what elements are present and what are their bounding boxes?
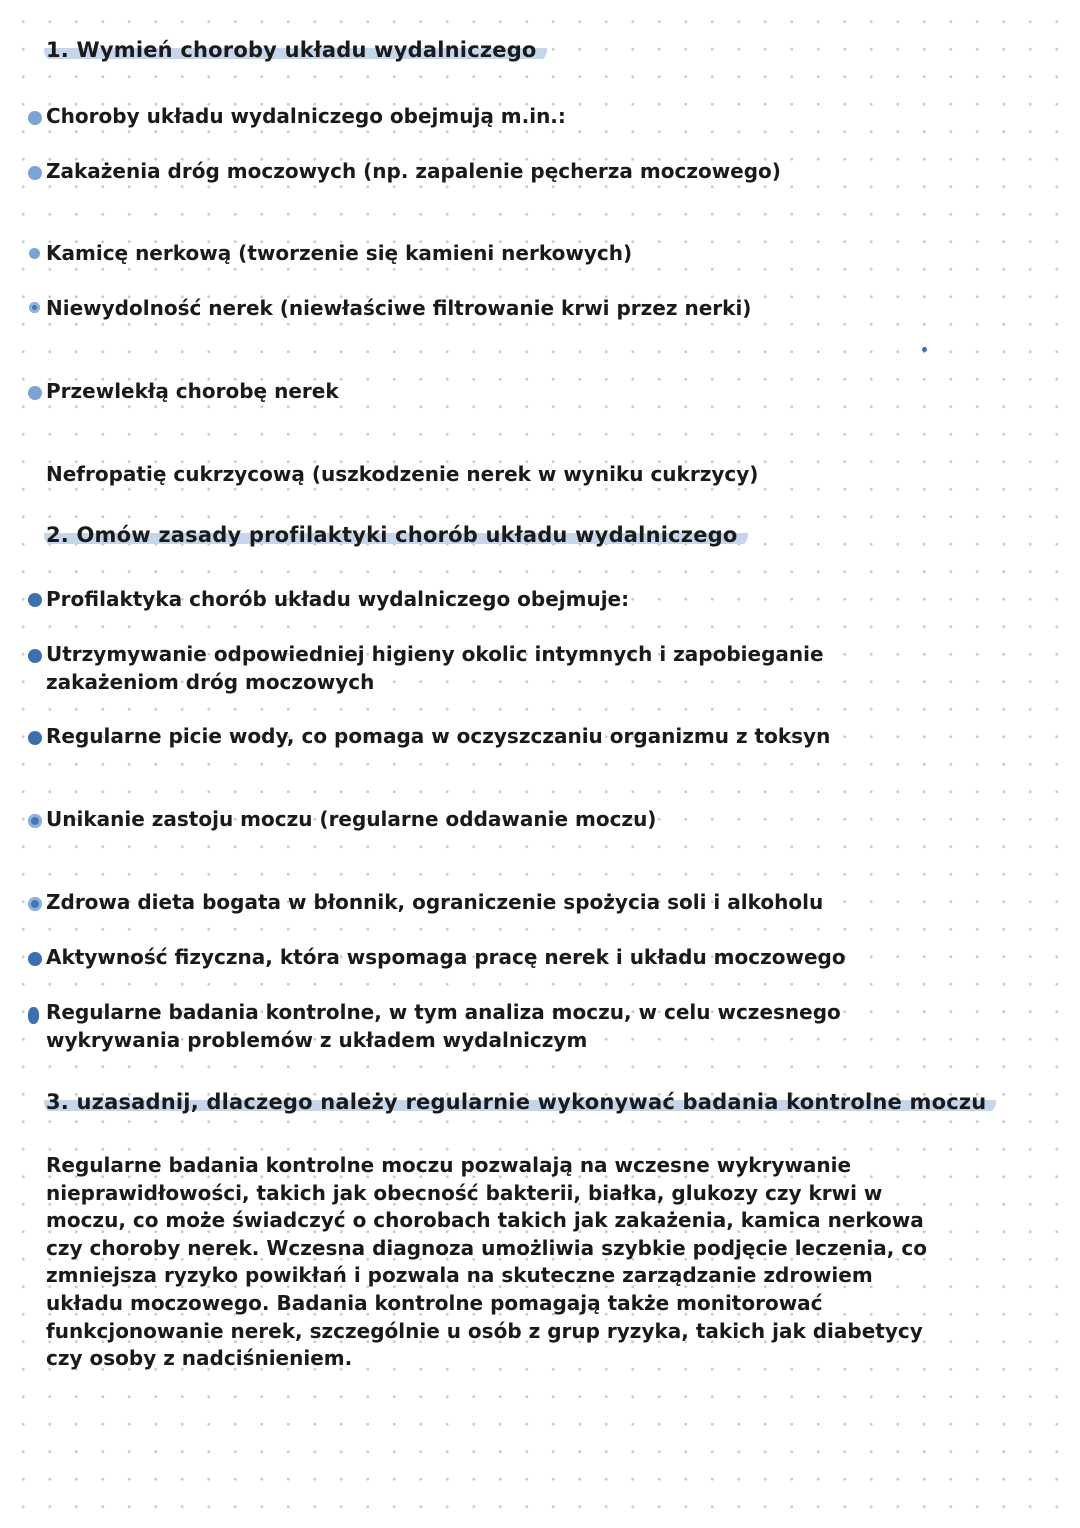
list-item: Zdrowa dieta bogata w błonnik, ograniczenie spożycia soli i alkoholu — [46, 890, 824, 914]
list-item: Przewlekłą chorobę nerek — [46, 379, 339, 403]
bullet-dot — [28, 1007, 39, 1024]
ink-dot — [922, 347, 927, 352]
list-item: Aktywność fizyczna, która wspomaga pracę nerek i układu moczowego — [46, 945, 846, 969]
bullet-dot — [29, 302, 40, 313]
bullet-dot — [28, 649, 42, 663]
list-item: Utrzymywanie odpowiedniej higieny okolic intymnych i zapobieganie zakażeniom dróg moczowych — [46, 642, 824, 694]
section-1-heading: 1. Wymień choroby układu wydalniczego — [44, 38, 547, 62]
bullet-dot — [28, 386, 42, 400]
list-item: Kamicę nerkową (tworzenie się kamieni nerkowych) — [46, 241, 633, 265]
bullet-dot — [28, 731, 42, 745]
bullet-dot — [29, 248, 40, 259]
list-item: Regularne picie wody, co pomaga w oczyszczaniu organizmu z toksyn — [46, 724, 831, 748]
section-2-intro: Profilaktyka chorób układu wydalniczego obejmuje: — [46, 587, 630, 611]
bullet-dot — [28, 897, 42, 911]
bullet-dot — [28, 593, 42, 607]
list-item: Unikanie zastoju moczu (regularne oddawanie moczu) — [46, 807, 657, 831]
bullet-dot — [28, 952, 42, 966]
list-item: Regularne badania kontrolne, w tym analiza moczu, w celu wczesnego wykrywania problemów z układem wydalniczym — [46, 1000, 841, 1052]
section-1-intro: Choroby układu wydalniczego obejmują m.in.: — [46, 104, 566, 128]
section-3-heading: 3. uzasadnij, dlaczego należy regularnie wykonywać badania kontrolne moczu — [44, 1090, 996, 1114]
list-item: Zakażenia dróg moczowych (np. zapalenie pęcherza moczowego) — [46, 159, 781, 183]
section-3-paragraph: Regularne badania kontrolne moczu pozwalają na wczesne wykrywanie nieprawidłowości, takich jak obecność bakterii, białka, glukozy czy krwi w moczu, co może świadczyć o chorobach takich jak zakażenia, kamica nerkowa czy choroby nerek. Wczesna diagnoza umożliwia szybkie podjęcie leczenia, co zmniejsza ryzyko powikłań i pozwala na skuteczne zarządzanie zdrowiem układu moczowego. Badania kontrolne pomagają także monitorować funkcjonowanie nerek, szczególnie u osób z grup ryzyka, takich jak diabetycy czy osoby z nadciśnieniem. — [46, 1153, 927, 1371]
list-item: Nefropatię cukrzycową (uszkodzenie nerek w wyniku cukrzycy) — [46, 462, 759, 486]
bullet-dot — [28, 111, 42, 125]
bullet-dot — [28, 814, 42, 828]
list-item: Niewydolność nerek (niewłaściwe filtrowanie krwi przez nerki) — [46, 296, 752, 320]
bullet-dot — [28, 166, 42, 180]
section-2-heading: 2. Omów zasady profilaktyki chorób układu wydalniczego — [44, 523, 748, 547]
